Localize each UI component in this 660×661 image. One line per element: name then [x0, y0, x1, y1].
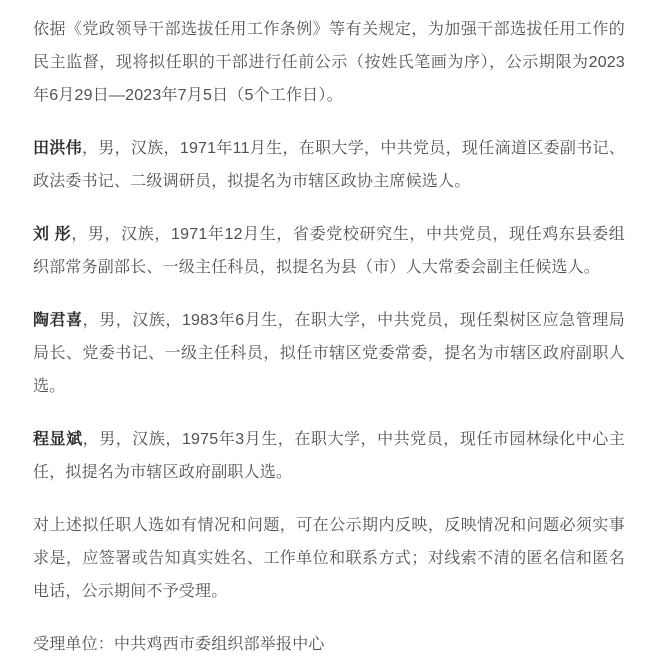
candidate-paragraph — [33, 304, 625, 403]
candidate-name: 刘 彤 — [33, 226, 72, 243]
candidate-paragraph — [33, 423, 625, 489]
candidate-paragraph — [33, 132, 625, 198]
feedback-note-paragraph: 对上述拟任职人选如有情况和问题，可在公示期内反映，反映情况和问题必须实事求是，应签署或告知真实姓名、工作单位和联系方式；对线索不清的匿名信和匿名电话，公示期间不予受理。 — [33, 517, 625, 600]
intro-paragraph: 依据《党政领导干部选拔任用工作条例》等有关规定，为加强干部选拔任用工作的民主监督，现将拟任职的干部进行任前公示（按姓氏笔画为序），公示期限为2023年6月29日—2023年7月5日（5个工作日）。 — [33, 21, 625, 104]
candidate-detail: ，男，汉族，1975年3月生，在职大学，中共党员，现任市园林绿化中心主任，拟提名为市辖区政府副职人选。 — [33, 431, 625, 481]
candidate-name: 陶君喜 — [33, 312, 83, 329]
candidate-detail: ，男，汉族，1983年6月生，在职大学，中共党员，现任梨树区应急管理局局长、党委书记、一级主任科员，拟任市辖区党委常委，提名为市辖区政府副职人选。 — [33, 312, 625, 395]
candidate-name: 田洪伟 — [33, 140, 82, 157]
candidate-paragraph — [33, 218, 625, 284]
accepting-unit-line: 受理单位：中共鸡西市委组织部举报中心 — [33, 636, 325, 653]
candidate-detail: ，男，汉族，1971年12月生，省委党校研究生，中共党员，现任鸡东县委组织部常务副部长、一级主任科员，拟提名为县（市）人大常委会副主任候选人。 — [33, 226, 625, 276]
candidate-detail: ，男，汉族，1971年11月生，在职大学，中共党员，现任滴道区委副书记、政法委书记、二级调研员，拟提名为市辖区政协主席候选人。 — [33, 140, 625, 190]
candidate-name: 程显斌 — [33, 431, 83, 448]
